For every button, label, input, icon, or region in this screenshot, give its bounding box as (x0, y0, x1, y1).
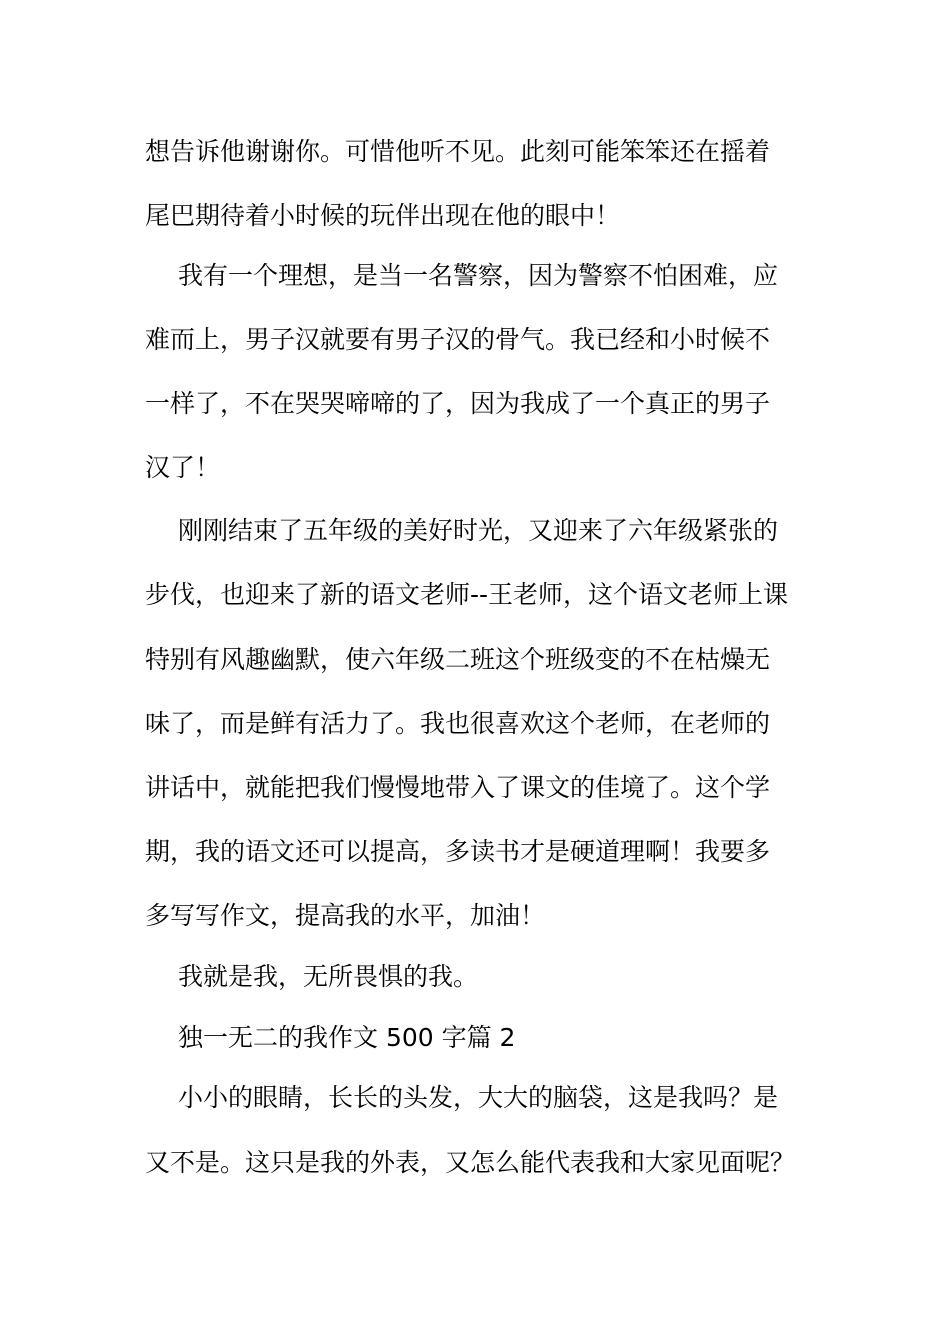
text-line: 多写写作文，提高我的水平，加油！ (145, 901, 546, 930)
text-line: 汉了！ (145, 453, 221, 482)
text-line: 步伐，也迎来了新的语文老师--王老师，这个语文老师上课 (145, 580, 789, 609)
text-line: 一样了，不在哭哭啼啼的了，因为我成了一个真正的男子 (145, 389, 771, 418)
text-line: 又不是。这只是我的外表，又怎么能代表我和大家见面呢？ (145, 1148, 796, 1177)
text-line: 想告诉他谢谢你。可惜他听不见。此刻可能笨笨还在摇着 (145, 137, 771, 166)
text-line: 难而上，男子汉就要有男子汉的骨气。我已经和小时候不 (145, 325, 771, 354)
paragraph-start-line: 我有一个理想，是当一名警察，因为警察不怕困难，应 (178, 261, 779, 290)
text-line: 期，我的语文还可以提高，多读书才是硬道理啊！我要多 (145, 837, 771, 866)
text-line: 尾巴期待着小时候的玩伴出现在他的眼中！ (145, 201, 621, 230)
section-heading: 独一无二的我作文 500 字篇 2 (178, 1023, 516, 1052)
paragraph-start-line: 刚刚结束了五年级的美好时光，又迎来了六年级紧张的 (178, 516, 779, 545)
text-line: 特别有风趣幽默，使六年级二班这个班级变的不在枯燥无 (145, 645, 771, 674)
text-line: 讲话中，就能把我们慢慢地带入了课文的佳境了。这个学 (145, 773, 771, 802)
text-line: 味了，而是鲜有活力了。我也很喜欢这个老师，在老师的 (145, 709, 771, 738)
paragraph-start-line: 小小的眼睛，长长的头发，大大的脑袋，这是我吗？是 (178, 1083, 779, 1112)
paragraph-start-line: 我就是我，无所畏惧的我。 (178, 962, 479, 991)
